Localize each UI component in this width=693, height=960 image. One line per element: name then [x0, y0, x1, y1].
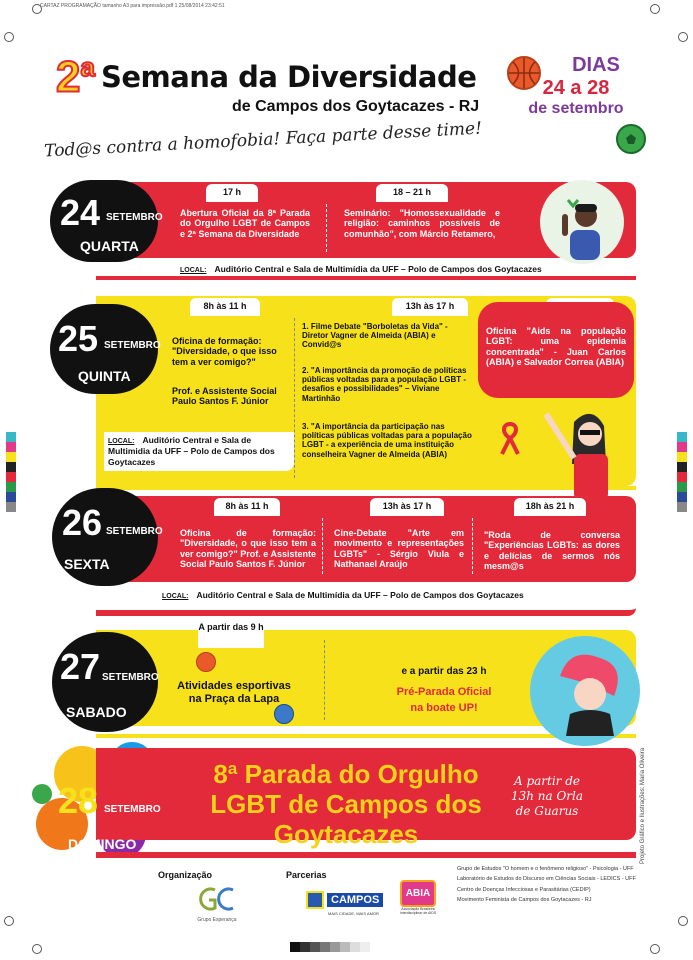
- day-number: 27: [60, 646, 101, 687]
- time-tab: 18h às 21 h: [514, 498, 586, 516]
- time-tab: 8h às 11 h: [214, 498, 280, 516]
- day-weekday: DOMINGO: [68, 836, 137, 852]
- basketball-icon: [196, 652, 216, 672]
- date-circle-26: [52, 488, 163, 586]
- event-text: Abertura Oficial da 8ª Parada do Orgulho LGBT de Campos e 2ª Semana da Diversidade: [180, 208, 310, 239]
- day-number: 28: [58, 780, 99, 821]
- parade-details: A partir de 13h na Orla de Guarus: [510, 774, 584, 818]
- event-text: Oficina de formação: "Diversidade, o que isso tem a ver comigo?" Prof. e Assistente Social Paulo Santos F. Júnior: [180, 528, 316, 570]
- day-weekday: SEXTA: [64, 556, 110, 572]
- time-tab: A partir das 9 h: [198, 620, 264, 648]
- crop-mark-icon: [678, 32, 688, 42]
- event-text: Atividades esportivas na Praça da Lapa: [177, 680, 291, 705]
- day-month: SETEMBRO: [106, 526, 163, 537]
- avatar-redhead-icon: [530, 636, 640, 746]
- page-subtitle: de Campos dos Goytacazes - RJ: [232, 98, 480, 115]
- day-weekday: QUINTA: [78, 368, 131, 384]
- event-text: Oficina de formação: "Diversidade, o que isso tem a ver comigo?": [172, 336, 277, 367]
- time-tab: 18 – 21 h: [376, 184, 448, 202]
- crop-mark-icon: [4, 916, 14, 926]
- band-day-28-line: [96, 852, 636, 858]
- crop-mark-icon: [32, 944, 42, 954]
- event-text: Seminário: "Homossexualidade e religião: caminhos possíveis de comunhão", com Márcio Retamero,: [344, 208, 500, 239]
- day-weekday: QUARTA: [80, 238, 139, 254]
- illustration-woman: [544, 404, 628, 504]
- event-text-venue: na boate UP!: [410, 702, 478, 714]
- day-number: 24: [60, 192, 101, 233]
- event-item: 1. Filme Debate "Borboletas da Vida" - Diretor Vagner de Almeida (ABIA) e Convid@s: [302, 322, 448, 350]
- day-month: SETEMBRO: [104, 340, 161, 351]
- day-month: SETEMBRO: [102, 672, 159, 683]
- event-text: "Roda de conversa "Experiências LGBTs: as dores e delícias de sermos nós mesm@s: [484, 530, 620, 572]
- dias-month: de setembro: [528, 100, 624, 117]
- day-number: 26: [62, 502, 103, 543]
- design-credit: Projeto Gráfico e Ilustrações: Maria Oliveira: [640, 747, 646, 864]
- soccer-ball-icon: [274, 704, 294, 724]
- day-month: SETEMBRO: [106, 212, 163, 223]
- location-24: LOCAL: Auditório Central e Sala de Multimídia da UFF – Polo de Campos dos Goytacazes: [180, 264, 542, 274]
- date-circle-28: [52, 768, 162, 864]
- partner-campos-logo: CAMPOS: [306, 890, 386, 910]
- divider: [472, 518, 473, 574]
- day-month: SETEMBRO: [104, 804, 161, 815]
- location-25: LOCAL: Auditório Central e Sala de Multimidia da UFF – Polo de Campos dos Goytacazes: [104, 432, 294, 471]
- partner-abia-logo: ABIA Associação Brasileira Interdisciplinar de AIDS: [396, 880, 440, 916]
- event-text: Cine-Debate "Arte em movimento e representações LGBTs" - Sérgio Viula e Nathanael Araújo: [334, 528, 464, 570]
- time-tab: 17 h: [206, 184, 258, 202]
- org-label: Organização: [158, 870, 213, 880]
- event-title: [56, 54, 476, 100]
- color-bar-left: [6, 432, 16, 512]
- dias-range: 24 a 28: [542, 77, 610, 99]
- org-logo: Grupo Esperança: [192, 886, 242, 922]
- partners-label: Parcerias: [286, 870, 327, 880]
- day-weekday: SABADO: [66, 704, 127, 720]
- dates-block: [506, 54, 646, 118]
- time-tab: 13h às 17 h: [370, 498, 444, 516]
- crop-mark-icon: [4, 32, 14, 42]
- grey-scale-bar: [290, 942, 370, 952]
- slogan: Tod@s contra a homofobia! Faça parte desse time!: [43, 118, 483, 162]
- color-bar-right: [677, 432, 687, 512]
- divider: [326, 204, 327, 252]
- ordinal: 2$^a$: [56, 52, 95, 102]
- crop-mark-icon: [650, 4, 660, 14]
- crop-mark-icon: [678, 916, 688, 926]
- event-time: e a partir das 23 h: [401, 666, 487, 677]
- event-text: Pré-Parada Oficial: [396, 686, 492, 698]
- divider: [294, 318, 295, 478]
- time-tab: 8h às 11 h: [190, 298, 260, 316]
- event-text-speaker: Prof. e Assistente Social Paulo Santos F. Júnior: [172, 386, 277, 407]
- event-item: 2. "A importância da promoção de políticas públicas voltadas para a população LGBT - desafios e possibilidades" – Viviane Martinhão: [302, 366, 467, 403]
- day-number: 25: [58, 318, 99, 359]
- red-ribbon-icon: [498, 420, 522, 456]
- divider: [324, 640, 325, 720]
- divider: [322, 518, 323, 574]
- location-26: LOCAL: Auditório Central e Sala de Multimídia da UFF – Polo de Campos dos Goytacazes: [162, 590, 524, 600]
- crop-mark-icon: [650, 944, 660, 954]
- print-meta: CARTAZ PROGRAMAÇÃO tamanho A3 para impressão.pdf 1 25/08/2014 23:42:51: [40, 3, 225, 9]
- date-circle-27: [52, 632, 158, 732]
- avatar-boy-icon: [540, 180, 624, 264]
- dias-label: DIAS: [572, 54, 620, 76]
- page-title: Semana da Diversidade: [100, 60, 477, 94]
- date-circle-24: [50, 180, 163, 262]
- event-item: 3. "A importância da participação nas políticas públicas voltadas para a população LGBT - a experiência de uma instituição conselheira Vagner de Almeida (ABIA): [302, 422, 472, 459]
- partner-campos-tagline: MAIS CIDADE, MAIS AMOR: [328, 911, 379, 916]
- supporters-list: Grupo de Estudos "O homem e o fenômeno religioso" - Psicologia - UFF Laboratório de Estudos do Discurso em Ciências Sociais - LEDICS - UFF Centro de Doenças Infecciosas e Parasitárias (CEDIP) Movimento Feminista de Campos dos Goytacazes - RJ: [457, 866, 636, 904]
- parade-title: 8ª Parada do Orgulho LGBT de Campos dos Goytacazes: [210, 759, 482, 849]
- event-text: Oficina "Aids na população LGBT: uma epidemia concentrada" - Juan Carlos (ABIA) e Salvador Correa (ABIA): [486, 326, 626, 368]
- soccer-ball-icon: [616, 124, 646, 154]
- time-tab: 13h às 17 h: [392, 298, 468, 316]
- date-circle-25: [50, 304, 161, 394]
